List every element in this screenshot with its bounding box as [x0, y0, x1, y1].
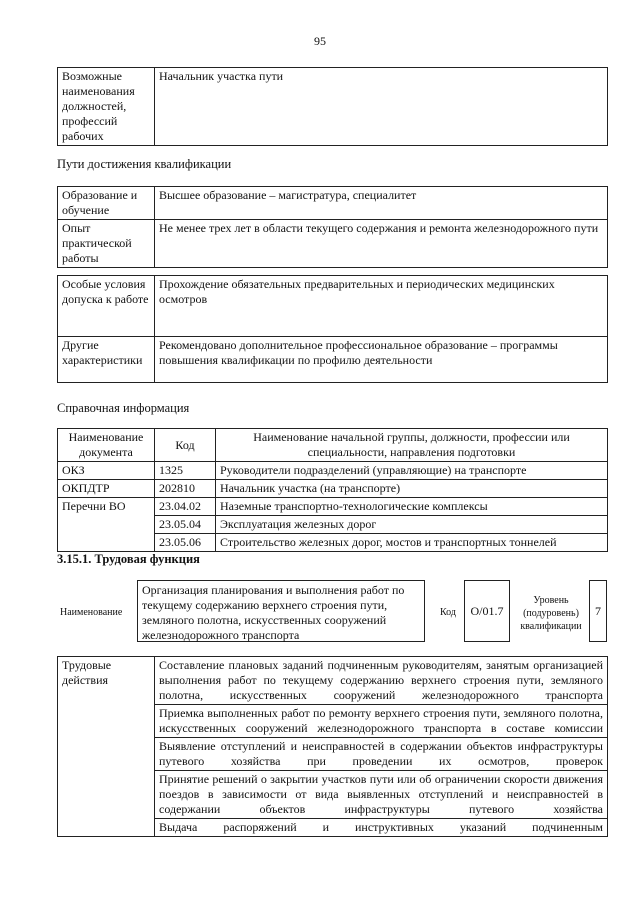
header-document: Наименование документа — [58, 429, 155, 462]
action-item: Приемка выполненных работ по ремонту верхнего строения пути, земляного полотна, искусственных сооружений железнодорожного транспорта в составе комиссии — [155, 705, 608, 738]
education-value: Высшее образование – магистратура, специалитет — [155, 187, 608, 220]
ref-code: 202810 — [155, 480, 216, 498]
table-row — [58, 276, 608, 337]
action-item: Выявление отступлений и неисправностей в содержании объектов инфраструктуры путевого хозяйства при проведении их осмотров, проверок — [155, 738, 608, 771]
table-row — [58, 498, 608, 516]
conditions-table — [57, 275, 608, 383]
function-code-value: О/01.7 — [464, 580, 510, 642]
other-label: Другие характеристики — [58, 337, 155, 383]
admission-value: Прохождение обязательных предварительных и периодических медицинских осмотров — [155, 276, 608, 337]
table-row — [58, 220, 608, 268]
ref-name: Руководители подразделений (управляющие) на транспорте — [216, 462, 608, 480]
action-item: Составление плановых заданий подчиненным руководителям, занятым организацией выполнения работ по текущему содержанию верхнего строения пути, земляного полотна, искусственных сооружений железнодорожного транспорта — [155, 657, 608, 705]
ref-code: 23.04.02 — [155, 498, 216, 516]
ref-code: 23.05.06 — [155, 534, 216, 552]
qualification-table — [57, 186, 608, 268]
ref-doc: ОКПДТР — [58, 480, 155, 498]
page-number: 95 — [314, 34, 326, 48]
ref-name: Наземные транспортно-технологические комплексы — [216, 498, 608, 516]
reference-table — [57, 428, 608, 552]
ref-code: 23.05.04 — [155, 516, 216, 534]
header-code: Код — [155, 429, 216, 462]
function-name-label: Наименование — [60, 607, 123, 618]
function-code-label: Код — [440, 607, 456, 618]
table-row — [58, 68, 608, 146]
job-titles-label: Возможные наименования должностей, профессий рабочих — [58, 68, 155, 146]
education-label: Образование и обучение — [58, 187, 155, 220]
job-titles-table — [57, 67, 608, 146]
function-heading: 3.15.1. Трудовая функция — [57, 552, 200, 566]
job-titles-value: Начальник участка пути — [155, 68, 608, 146]
qualification-title: Пути достижения квалификации — [57, 157, 232, 171]
admission-label: Особые условия допуска к работе — [58, 276, 155, 337]
action-item: Принятие решений о закрытии участков пути или об ограничении скорости движения поездов в зависимости от вида выявленных отступлений и неисправностей в содержании объектов инфраструктуры путевого хозяйства — [155, 771, 608, 819]
ref-code: 1325 — [155, 462, 216, 480]
labor-actions-table — [57, 656, 608, 837]
table-header-row — [58, 429, 608, 462]
ref-doc: Перечни ВО — [58, 498, 155, 552]
action-item: Выдача распоряжений и инструктивных указаний подчиненным — [155, 819, 608, 837]
function-name-value: Организация планирования и выполнения работ по текущему содержанию верхнего строения пути, земляного полотна, искусственных сооружений железнодорожного транспорта — [137, 580, 425, 642]
ref-name: Начальник участка (на транспорте) — [216, 480, 608, 498]
function-level-label: Уровень (подуровень) квалификации — [520, 595, 582, 632]
other-value: Рекомендовано дополнительное профессиональное образование – программы повышения квалификации по профилю деятельности — [155, 337, 608, 383]
experience-label: Опыт практической работы — [58, 220, 155, 268]
ref-name: Строительство железных дорог, мостов и транспортных тоннелей — [216, 534, 608, 552]
reference-title: Справочная информация — [57, 401, 190, 415]
function-level-value: 7 — [589, 580, 607, 642]
table-row — [58, 657, 608, 705]
ref-name: Эксплуатация железных дорог — [216, 516, 608, 534]
experience-value: Не менее трех лет в области текущего содержания и ремонта железнодорожного пути — [155, 220, 608, 268]
table-row — [58, 187, 608, 220]
table-row — [58, 462, 608, 480]
table-row — [58, 480, 608, 498]
header-name: Наименование начальной группы, должности, профессии или специальности, направления подготовки — [216, 429, 608, 462]
table-row — [58, 337, 608, 383]
actions-label: Трудовые действия — [58, 657, 155, 837]
ref-doc: ОКЗ — [58, 462, 155, 480]
